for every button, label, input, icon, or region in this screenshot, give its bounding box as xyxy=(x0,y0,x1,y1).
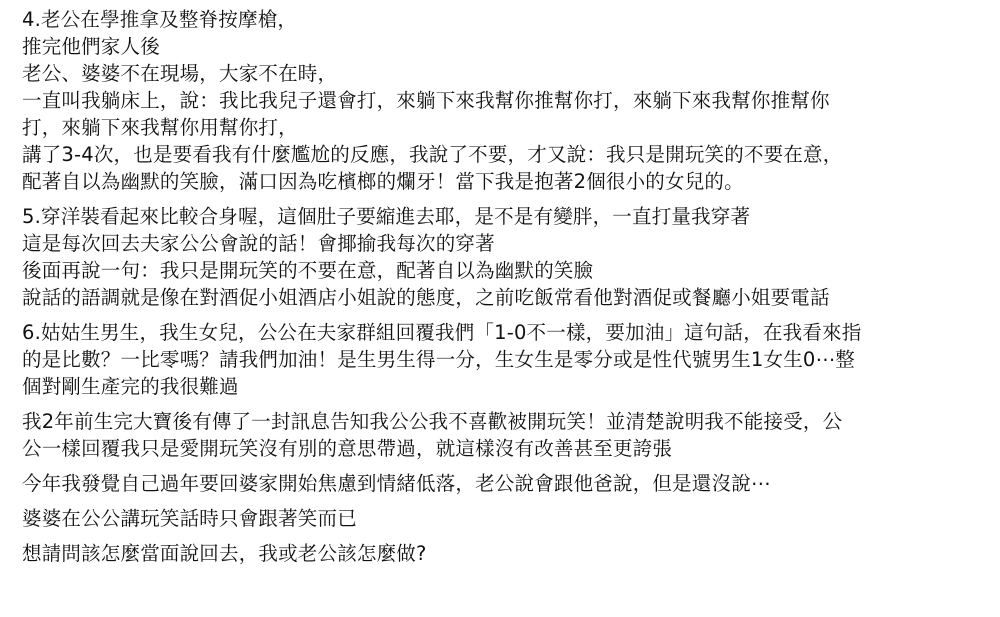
paragraph-question xyxy=(22,540,960,567)
text-line: 6.姑姑生男生，我生女兒，公公在夫家群組回覆我們「1-0不一樣，要加油」這句話，在我看來指 xyxy=(22,321,862,344)
paragraph-mother-in-law xyxy=(22,505,960,532)
text-line: 一直叫我躺床上，說：我比我兒子還會打，來躺下來我幫你推幫你打，來躺下來我幫你推幫你 xyxy=(22,89,830,112)
paragraph-point-6 xyxy=(22,319,960,400)
paragraph-message-history xyxy=(22,408,960,462)
paragraph-anxiety xyxy=(22,470,960,497)
text-line: 老公、婆婆不在現場，大家不在時， xyxy=(22,62,338,85)
text-line: 婆婆在公公講玩笑話時只會跟著笑而已 xyxy=(22,507,357,530)
text-line: 5.穿洋裝看起來比較合身喔，這個肚子要縮進去耶，是不是有變胖，一直打量我穿著 xyxy=(22,205,751,228)
text-line: 的是比數？一比零嗎？請我們加油！是生男生得一分，生女生是零分或是性代號男生1女生0⋯整 xyxy=(22,348,855,371)
paragraph-point-4 xyxy=(22,6,960,195)
text-line: 打，來躺下來我幫你用幫你打， xyxy=(22,116,298,139)
text-line: 想請問該怎麼當面說回去，我或老公該怎麼做? xyxy=(22,542,427,565)
text-line: 配著自以為幽默的笑臉，滿口因為吃檳榔的爛牙！當下我是抱著2個很小的女兒的。 xyxy=(22,170,744,193)
text-line: 這是每次回去夫家公公會說的話！會揶揄我每次的穿著 xyxy=(22,232,495,255)
text-line: 公一樣回覆我只是愛開玩笑沒有別的意思帶過，就這樣沒有改善甚至更誇張 xyxy=(22,437,673,460)
paragraph-point-5 xyxy=(22,203,960,311)
text-line: 4.老公在學推拿及整脊按摩槍， xyxy=(22,8,298,31)
text-line: 後面再說一句：我只是開玩笑的不要在意，配著自以為幽默的笑臉 xyxy=(22,259,594,282)
text-line: 說話的語調就是像在對酒促小姐酒店小姐說的態度，之前吃飯常看他對酒促或餐廳小姐要電話 xyxy=(22,286,830,309)
text-line: 個對剛生產完的我很難過 xyxy=(22,375,239,398)
text-line: 今年我發覺自己過年要回婆家開始焦慮到情緒低落，老公說會跟他爸說，但是還沒說⋯ xyxy=(22,472,771,495)
text-line: 我2年前生完大寶後有傳了一封訊息告知我公公我不喜歡被開玩笑！並清楚說明我不能接受，公 xyxy=(22,410,843,433)
text-line: 講了3-4次，也是要看我有什麼尷尬的反應，我說了不要，才又說：我只是開玩笑的不要在意， xyxy=(22,143,843,166)
text-line: 推完他們家人後 xyxy=(22,35,160,58)
